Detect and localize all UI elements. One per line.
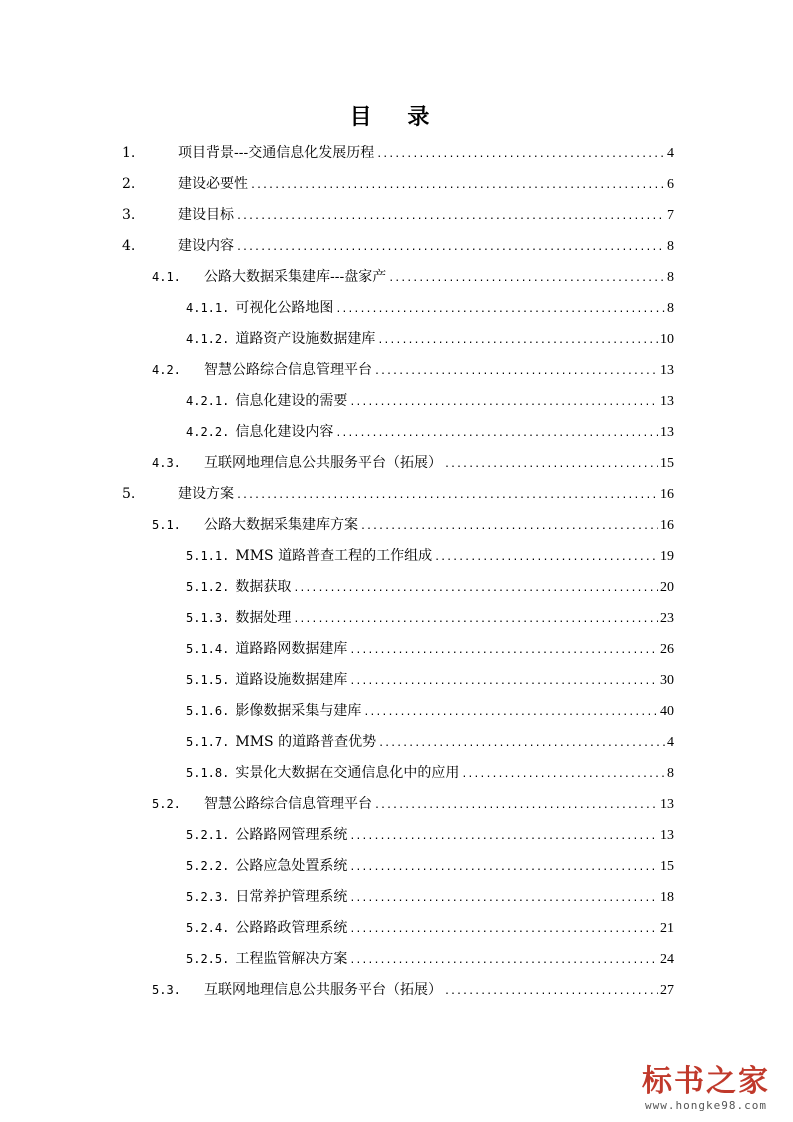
toc-dot-leader xyxy=(335,418,658,449)
toc-entry-title: 道路路网数据建库 xyxy=(235,641,348,657)
toc-entry-page: 27 xyxy=(660,983,674,998)
toc-entry-number: 1. xyxy=(122,145,136,161)
toc-entry[interactable] xyxy=(122,231,674,262)
watermark-url: www.hongke98.com xyxy=(645,1099,767,1112)
toc-entry-title: 智慧公路综合信息管理平台 xyxy=(204,362,372,378)
toc-dot-leader xyxy=(434,542,658,573)
toc-dot-leader xyxy=(444,449,658,480)
toc-entry[interactable] xyxy=(186,417,674,448)
toc-entry-number: 5.1.4. xyxy=(186,642,230,656)
toc-dot-leader xyxy=(377,325,658,356)
toc-entry[interactable] xyxy=(122,169,674,200)
toc-entry[interactable] xyxy=(186,758,674,789)
toc-entry[interactable] xyxy=(152,510,674,541)
toc-dot-leader xyxy=(378,728,665,759)
toc-entry-title: 影像数据采集与建库 xyxy=(235,703,362,719)
toc-entry[interactable] xyxy=(186,944,674,975)
toc-entry-page: 8 xyxy=(667,301,674,316)
toc-dot-leader xyxy=(293,604,658,635)
toc-entry-number: 5.2.1. xyxy=(186,828,230,842)
toc-entry-page: 30 xyxy=(660,673,674,688)
toc-entry-page: 4 xyxy=(667,146,674,161)
toc-entry-number: 5.2.5. xyxy=(186,952,230,966)
toc-entry-number: 5.3. xyxy=(152,983,181,997)
toc-entry[interactable] xyxy=(152,355,674,386)
toc-dot-leader xyxy=(250,170,665,201)
toc-entry-page: 7 xyxy=(667,208,674,223)
toc-entry-title: 公路路网管理系统 xyxy=(235,827,348,843)
toc-entry-page: 6 xyxy=(667,177,674,192)
toc-dot-leader xyxy=(236,232,665,263)
toc-entry-title: 智慧公路综合信息管理平台 xyxy=(204,796,372,812)
toc-entry-number: 5.1.6. xyxy=(186,704,230,718)
toc-entry-number: 4.1.2. xyxy=(186,332,230,346)
toc-entry-number: 5.1.1. xyxy=(186,549,230,563)
toc-entry-page: 8 xyxy=(667,766,674,781)
toc-entry-title: 建设必要性 xyxy=(178,176,248,192)
toc-entry[interactable] xyxy=(186,572,674,603)
toc-entry-page: 16 xyxy=(660,487,674,502)
toc-entry-title: 建设方案 xyxy=(178,486,234,502)
toc-entry-title: 公路路政管理系统 xyxy=(235,920,348,936)
toc-entry[interactable] xyxy=(186,727,674,758)
toc-entry-number: 4.1. xyxy=(152,270,181,284)
toc-dot-leader xyxy=(349,821,658,852)
toc-entry-title: MMS 道路普查工程的工作组成 xyxy=(235,548,433,564)
toc-entry-number: 4.2.1. xyxy=(186,394,230,408)
toc-entry[interactable] xyxy=(186,913,674,944)
toc-entry-page: 8 xyxy=(667,270,674,285)
toc-entry-title: 数据处理 xyxy=(235,610,292,626)
toc-entry-page: 4 xyxy=(667,735,674,750)
toc-entry[interactable] xyxy=(186,324,674,355)
toc-entry-page: 13 xyxy=(660,363,674,378)
toc-dot-leader xyxy=(349,883,658,914)
toc-entry-page: 40 xyxy=(660,704,674,719)
toc-entry[interactable] xyxy=(186,882,674,913)
toc-entry-page: 13 xyxy=(660,797,674,812)
toc-entry-title: 道路设施数据建库 xyxy=(235,672,348,688)
toc-entry-title: 工程监管解决方案 xyxy=(235,951,348,967)
toc-entry[interactable] xyxy=(152,262,674,293)
toc-entry[interactable] xyxy=(122,138,674,169)
toc-entry-page: 8 xyxy=(667,239,674,254)
toc-entry-title: 可视化公路地图 xyxy=(235,300,334,316)
toc-entry-title: 信息化建设内容 xyxy=(235,424,334,440)
toc-entry-page: 20 xyxy=(660,580,674,595)
toc-entry-number: 4.2. xyxy=(152,363,181,377)
toc-entry-page: 26 xyxy=(660,642,674,657)
toc-entry-number: 5.2. xyxy=(152,797,181,811)
watermark xyxy=(631,1065,781,1112)
toc-dot-leader xyxy=(360,511,658,542)
toc-entry-title: 公路应急处置系统 xyxy=(235,858,348,874)
toc-entry-number: 5. xyxy=(122,486,136,502)
toc-dot-leader xyxy=(374,356,658,387)
toc-entry-page: 24 xyxy=(660,952,674,967)
toc-dot-leader xyxy=(349,387,658,418)
toc-entry-number: 4.2.2. xyxy=(186,425,230,439)
toc-entry[interactable] xyxy=(186,665,674,696)
toc-entry-page: 10 xyxy=(660,332,674,347)
toc-entry-number: 5.1.3. xyxy=(186,611,230,625)
toc-entry[interactable] xyxy=(122,479,674,510)
toc-entry[interactable] xyxy=(186,820,674,851)
toc-entry-title: 日常养护管理系统 xyxy=(235,889,348,905)
toc-entry[interactable] xyxy=(186,634,674,665)
toc-entry-number: 5.1.2. xyxy=(186,580,230,594)
toc-entry-title: 建设目标 xyxy=(178,207,234,223)
toc-entry-number: 4.3. xyxy=(152,456,181,470)
toc-dot-leader xyxy=(236,201,665,232)
toc-entry-title: 公路大数据采集建库---盘家产 xyxy=(204,269,387,285)
toc-entry-title: 实景化大数据在交通信息化中的应用 xyxy=(235,765,460,781)
toc-dot-leader xyxy=(349,914,658,945)
toc-entry-page: 18 xyxy=(660,890,674,905)
toc-dot-leader xyxy=(444,976,658,1007)
toc-entry-number: 5.1. xyxy=(152,518,181,532)
toc-entry-page: 19 xyxy=(660,549,674,564)
toc-entry-page: 21 xyxy=(660,921,674,936)
toc-entry-number: 5.2.4. xyxy=(186,921,230,935)
toc-dot-leader xyxy=(363,697,658,728)
toc-dot-leader xyxy=(461,759,665,790)
toc-dot-leader xyxy=(374,790,658,821)
toc-entry[interactable] xyxy=(186,603,674,634)
toc-entry-number: 5.1.5. xyxy=(186,673,230,687)
toc-entry-title: 互联网地理信息公共服务平台（拓展） xyxy=(204,982,442,998)
toc-dot-leader xyxy=(349,852,658,883)
toc-entry-page: 13 xyxy=(660,828,674,843)
toc-entry-title: MMS 的道路普查优势 xyxy=(235,734,377,750)
toc-entry[interactable] xyxy=(122,200,674,231)
toc-dot-leader xyxy=(376,139,665,170)
toc-entry-number: 4. xyxy=(122,238,136,254)
toc-entry[interactable] xyxy=(186,293,674,324)
toc-entry-page: 13 xyxy=(660,394,674,409)
toc-dot-leader xyxy=(349,666,658,697)
toc-entry-number: 4.1.1. xyxy=(186,301,230,315)
toc-entry[interactable] xyxy=(152,448,674,479)
toc-entry-page: 15 xyxy=(660,456,674,471)
toc-entry-title: 项目背景---交通信息化发展历程 xyxy=(178,145,375,161)
toc-entry-number: 5.2.2. xyxy=(186,859,230,873)
toc-entry-title: 道路资产设施数据建库 xyxy=(235,331,376,347)
page-title: 目 录 xyxy=(349,104,444,130)
toc-entry-title: 建设内容 xyxy=(178,238,234,254)
toc-entry-number: 5.1.8. xyxy=(186,766,230,780)
toc-entry-number: 2. xyxy=(122,176,136,192)
toc-dot-leader xyxy=(335,294,665,325)
toc-entry-title: 公路大数据采集建库方案 xyxy=(204,517,358,533)
toc-entry-page: 23 xyxy=(660,611,674,626)
toc-entry-number: 3. xyxy=(122,207,136,223)
toc-entry[interactable] xyxy=(186,541,674,572)
toc-entry[interactable] xyxy=(186,386,674,417)
toc-entry-title: 互联网地理信息公共服务平台（拓展） xyxy=(204,455,442,471)
toc-entry[interactable] xyxy=(186,696,674,727)
toc-entry[interactable] xyxy=(152,975,674,1006)
toc-dot-leader xyxy=(349,635,658,666)
toc-entry-title: 信息化建设的需要 xyxy=(235,393,348,409)
toc-dot-leader xyxy=(293,573,658,604)
watermark-logo: 标书之家 xyxy=(642,1064,770,1099)
toc-entry-number: 5.2.3. xyxy=(186,890,230,904)
toc-entry[interactable] xyxy=(186,851,674,882)
toc-entry-page: 16 xyxy=(660,518,674,533)
toc-dot-leader xyxy=(236,480,658,511)
toc-dot-leader xyxy=(349,945,658,976)
toc-entry-title: 数据获取 xyxy=(235,579,292,595)
toc-entry-number: 5.1.7. xyxy=(186,735,230,749)
toc-entry-page: 13 xyxy=(660,425,674,440)
toc-dot-leader xyxy=(388,263,665,294)
toc-entry-page: 15 xyxy=(660,859,674,874)
toc-entry[interactable] xyxy=(152,789,674,820)
